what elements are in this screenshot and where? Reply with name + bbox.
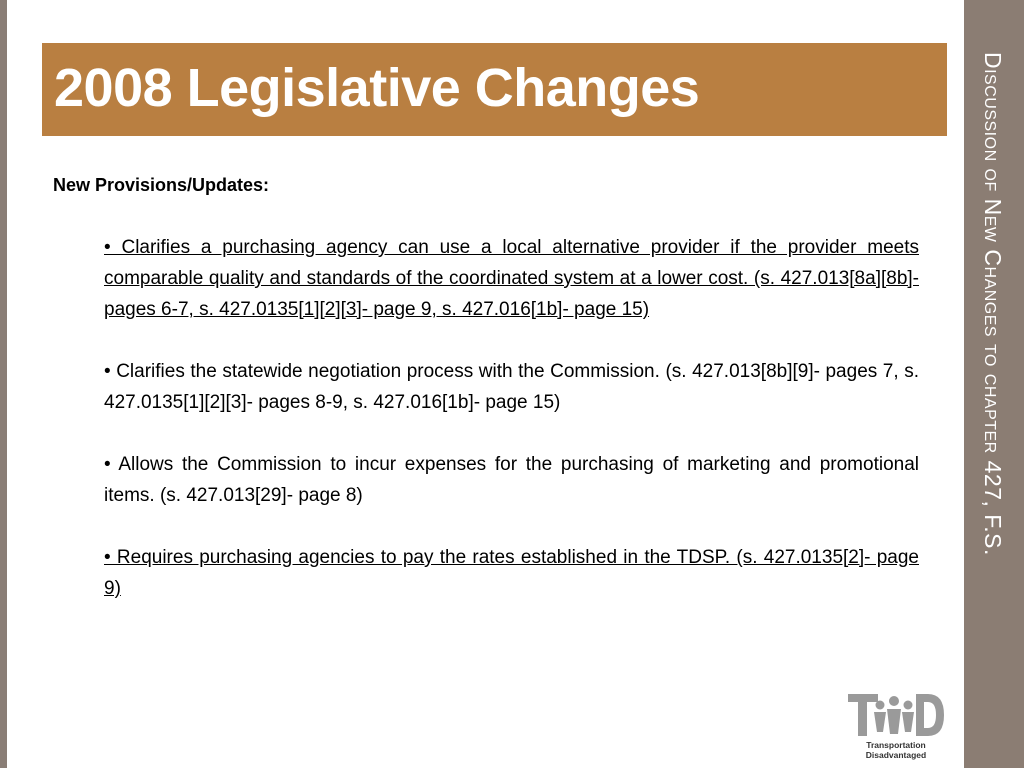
bullet-item: • Clarifies the statewide negotiation process with the Commission. (s. 427.013[8b][9]- pages 7, s. 427.0135[1][2][3]- pages 8-9, s. 427.016[1b]- page 15) <box>104 361 919 413</box>
td-logo-icon <box>846 690 946 740</box>
bullet-item: • Requires purchasing agencies to pay the rates established in the TDSP. (s. 427.0135[2]- page 9) <box>104 547 919 599</box>
logo-caption <box>846 740 946 760</box>
section-heading: New Provisions/Updates: <box>53 175 270 195</box>
left-border <box>0 0 7 768</box>
td-logo <box>846 690 946 764</box>
side-title: Discussion of New Changes to chapter 427, F.S. <box>980 52 1006 556</box>
logo-caption-line: Transportation <box>866 740 926 750</box>
bullet-item: • Clarifies a purchasing agency can use a local alternative provider if the provider meets comparable quality and standards of the coordinated system at a lower cost. (s. 427.013[8a][8b]- pages 6-7, s. 427.0135[1][2][3]- page 9, s. 427.016[1b]- page 15) <box>104 237 919 320</box>
slide-title: 2008 Legislative Changes <box>54 58 700 118</box>
logo-caption-line: Disadvantaged <box>865 750 927 760</box>
title-bar <box>42 43 947 136</box>
bullet-item: • Allows the Commission to incur expenses for the purchasing of marketing and promotional items. (s. 427.013[29]- page 8) <box>104 454 919 506</box>
bullet-list <box>104 232 919 635</box>
